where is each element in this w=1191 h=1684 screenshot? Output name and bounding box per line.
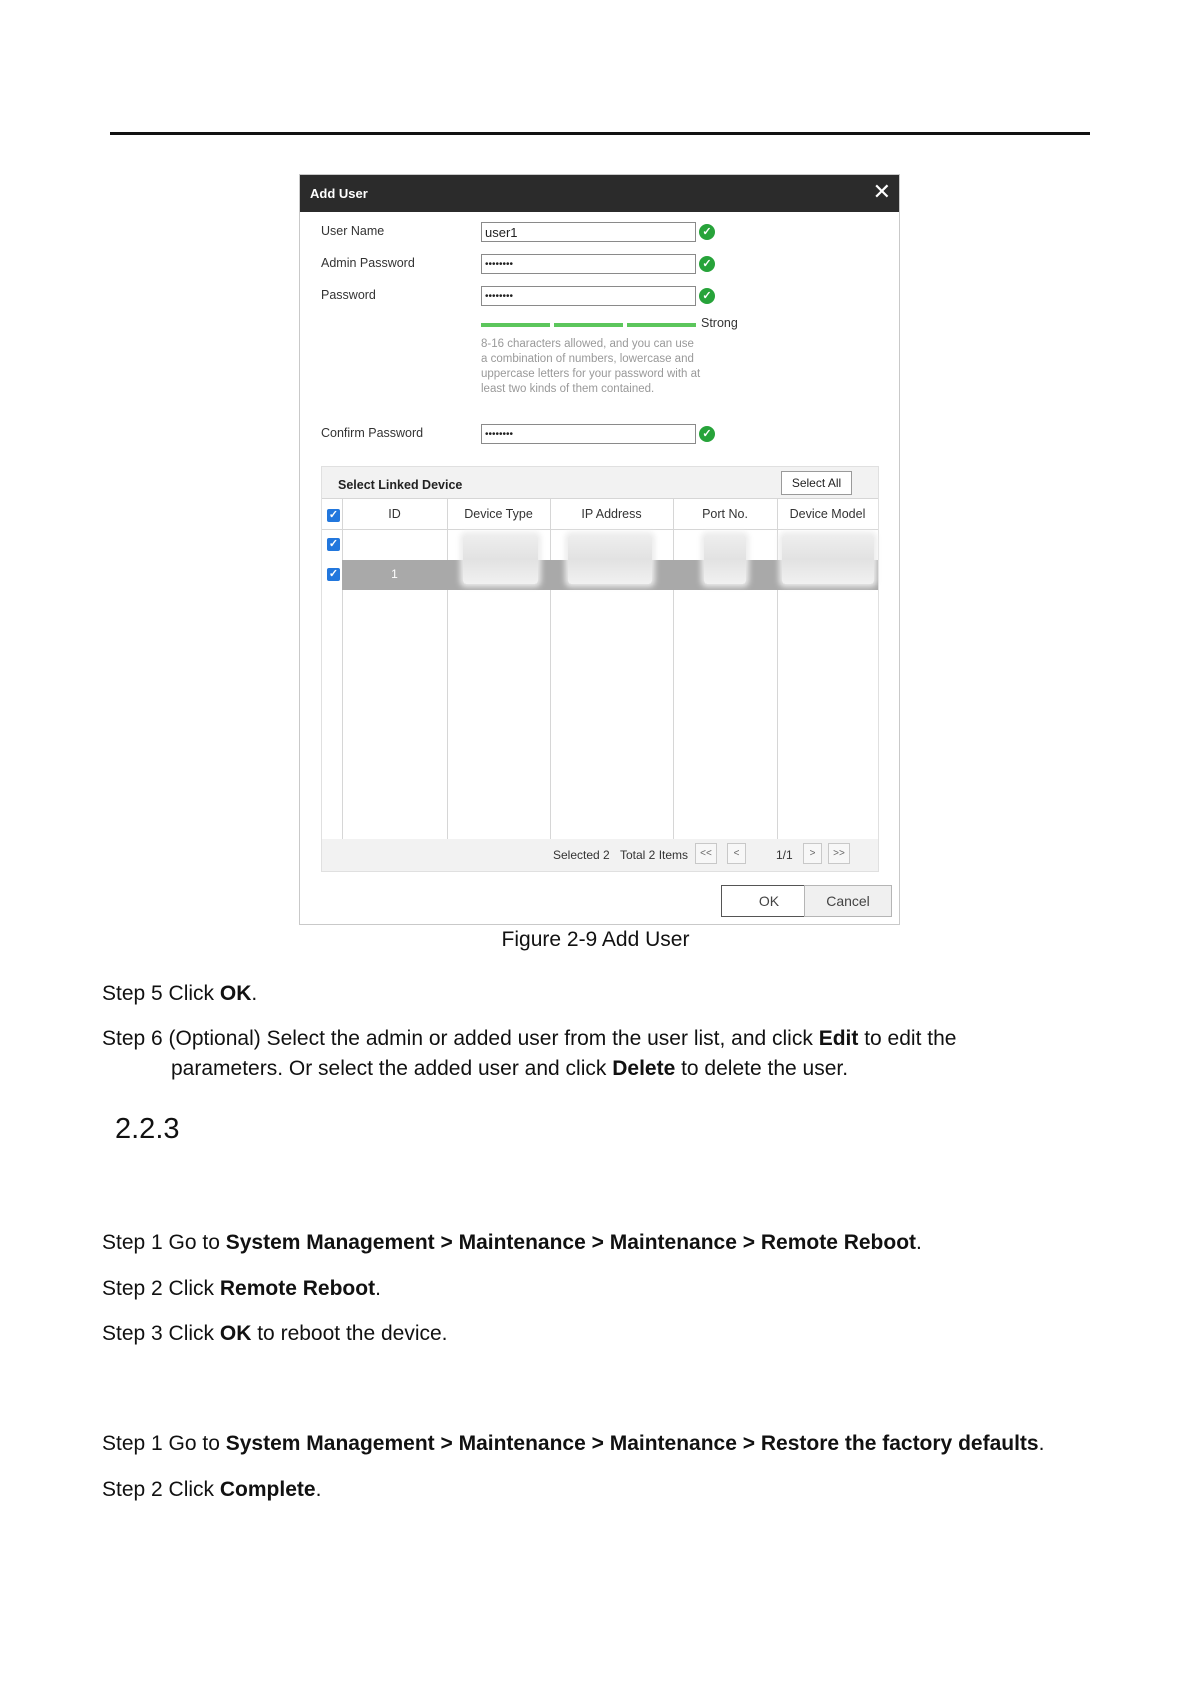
row-id-cell: 1 — [391, 567, 398, 581]
dialog-title: Add User — [310, 186, 368, 201]
redacted-port-no — [704, 535, 746, 584]
restore-step-1: Step 1 Go to System Management > Maintenance > Maintenance > Restore the factory defaults. — [102, 1432, 1045, 1455]
add-user-dialog — [299, 174, 900, 925]
select-all-checkbox[interactable]: ✓ — [328, 509, 339, 521]
valid-check-icon: ✓ — [699, 288, 715, 304]
step-6: Step 6 (Optional) Select the admin or added user from the user list, and click Edit to edit the — [102, 1027, 957, 1050]
next-page-button[interactable]: > — [803, 843, 822, 864]
column-header-port-no[interactable]: Port No. — [702, 507, 748, 521]
header-rule — [110, 132, 1090, 135]
page-indicator: 1/1 — [776, 848, 793, 862]
select-all-button[interactable]: Select All — [781, 471, 852, 495]
valid-check-icon: ✓ — [699, 426, 715, 442]
last-page-button[interactable]: >> — [828, 843, 850, 864]
column-divider — [550, 499, 551, 839]
user-name-label: User Name — [321, 224, 385, 238]
dialog-header — [300, 175, 899, 212]
admin-password-input[interactable] — [481, 254, 696, 274]
ok-button[interactable]: OK — [721, 885, 817, 917]
confirm-password-label: Confirm Password — [321, 426, 424, 440]
reboot-step-1: Step 1 Go to System Management > Maintenance > Maintenance > Remote Reboot. — [102, 1231, 922, 1254]
column-divider — [673, 499, 674, 839]
reboot-step-3: Step 3 Click OK to reboot the device. — [102, 1322, 448, 1345]
device-table — [322, 498, 878, 839]
password-hint: 8-16 characters allowed, and you can use a combination of numbers, lowercase and uppercase letters for your password with at least two kinds of them contained. — [481, 338, 701, 395]
redacted-ip-address — [568, 535, 652, 584]
first-page-button[interactable]: << — [695, 843, 717, 864]
cancel-button[interactable]: Cancel — [804, 885, 892, 917]
valid-check-icon: ✓ — [699, 224, 715, 240]
header-divider — [322, 529, 878, 530]
user-name-input[interactable] — [481, 222, 696, 242]
strength-bar-segment — [481, 323, 550, 327]
confirm-password-input[interactable] — [481, 424, 696, 444]
linked-device-title: Select Linked Device — [338, 478, 463, 492]
reboot-step-2: Step 2 Click Remote Reboot. — [102, 1277, 381, 1300]
pagination — [322, 838, 878, 871]
column-header-device-model[interactable]: Device Model — [789, 507, 866, 521]
step-6-continued: parameters. Or select the added user and click Delete to delete the user. — [171, 1057, 849, 1080]
row-checkbox[interactable]: ✓ — [328, 568, 339, 580]
column-divider — [342, 499, 343, 839]
step-5: Step 5 Click OK. — [102, 982, 258, 1005]
column-header-device-type[interactable]: Device Type — [464, 507, 533, 521]
password-input[interactable] — [481, 286, 696, 306]
strength-bar-segment — [554, 323, 623, 327]
prev-page-button[interactable]: < — [727, 843, 746, 864]
valid-check-icon: ✓ — [699, 256, 715, 272]
redacted-device-model — [782, 535, 874, 584]
column-header-id[interactable]: ID — [388, 507, 401, 521]
figure-caption: Figure 2-9 Add User — [501, 928, 690, 951]
restore-step-2: Step 2 Click Complete. — [102, 1478, 322, 1501]
close-icon[interactable]: ✕ — [872, 179, 891, 204]
password-strength-label: Strong — [701, 316, 738, 330]
column-divider — [447, 499, 448, 839]
total-count: Total 2 Items — [620, 848, 689, 862]
section-number: 2.2.3 — [115, 1113, 180, 1145]
column-header-ip-address[interactable]: IP Address — [581, 507, 642, 521]
redacted-device-type — [463, 535, 538, 584]
linked-device-panel — [321, 466, 879, 872]
row-checkbox[interactable]: ✓ — [328, 538, 339, 550]
column-divider — [777, 499, 778, 839]
admin-password-label: Admin Password — [321, 256, 415, 270]
selected-count: Selected 2 — [553, 848, 610, 862]
password-label: Password — [321, 288, 376, 302]
strength-bar-segment — [627, 323, 696, 327]
